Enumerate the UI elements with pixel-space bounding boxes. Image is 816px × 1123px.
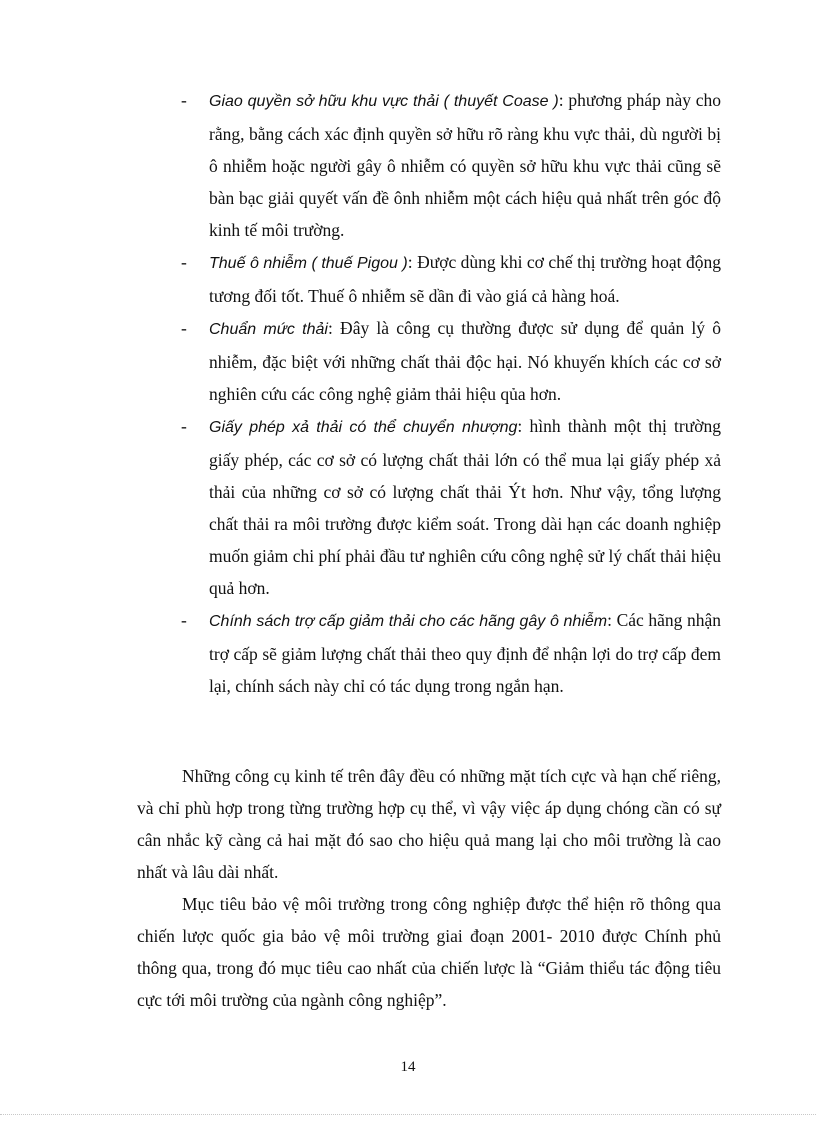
bullet-term: Giấy phép xả thải có thể chuyển nhượng bbox=[209, 419, 518, 436]
bullet-dash: - bbox=[181, 252, 187, 272]
bullet-term: Chính sách trợ cấp giảm thải cho các hãng gây ô nhiễm bbox=[209, 613, 608, 630]
page-number: 14 bbox=[400, 1059, 416, 1075]
list-item bbox=[181, 410, 721, 604]
body-paragraph: Mục tiêu bảo vệ môi trường trong công nghiệp được thể hiện rõ thông qua chiến lược quốc gia bảo vệ môi trường giai đoạn 2001- 2010 được Chính phủ thông qua, trong đó mục tiêu cao nhất của chiến lược là “Giảm thiểu tác động tiêu cực tới môi trường của ngành công nghiệp”. bbox=[137, 894, 721, 1010]
bullet-term: Giao quyền sở hữu khu vực thải ( thuyết Coase ) bbox=[209, 93, 559, 110]
list-item bbox=[181, 604, 721, 702]
bullet-dash: - bbox=[181, 90, 187, 110]
page-bottom-divider bbox=[0, 1114, 816, 1115]
list-item bbox=[181, 84, 721, 246]
bullet-dash: - bbox=[181, 318, 187, 338]
bullet-dash: - bbox=[181, 610, 187, 630]
bullet-term: Thuế ô nhiễm ( thuế Pigou ) bbox=[209, 255, 408, 272]
bullet-body: : Được dùng khi cơ chế thị trường hoạt động tương đối tốt. Thuế ô nhiễm sẽ dần đi vào giá cả hàng hoá. bbox=[209, 252, 721, 306]
bullet-body: : phương pháp này cho rằng, bằng cách xác định quyền sở hữu rõ ràng khu vực thải, dù người bị ô nhiễm hoặc người gây ô nhiễm có quyền sở hữu khu vực thải cũng sẽ bàn bạc giải quyết vấn đề ônh nhiễm một cách hiệu quả nhất trên góc độ kinh tế môi trường. bbox=[209, 90, 722, 240]
bullet-body: : Đây là công cụ thường được sử dụng để quản lý ô nhiễm, đặc biệt với những chất thải độc hại. Nó khuyến khích các cơ sở nghiên cứu các công nghệ giảm thải hiệu qủa hơn. bbox=[209, 318, 721, 404]
bullet-dash: - bbox=[181, 416, 187, 436]
bullet-body: : Các hãng nhận trợ cấp sẽ giảm lượng chất thải theo quy định để nhận lợi do trợ cấp đem lại, chính sách này chỉ có tác dụng trong ngắn hạn. bbox=[209, 610, 722, 696]
bullet-term: Chuẩn mức thải bbox=[209, 321, 328, 338]
economic-instruments-list bbox=[181, 84, 721, 702]
bullet-body: : hình thành một thị trường giấy phép, các cơ sở có lượng chất thải lớn có thể mua lại giấy phép xả thải của những cơ sở có lượng chất thải Ýt hơn. Như vậy, tổng lượng chất thải ra môi trường được kiểm soát. Trong dài hạn các doanh nghiệp muốn giảm chi phí phải đầu tư nghiên cứu công nghệ sử lý chất thải hiệu quả hơn. bbox=[209, 416, 721, 598]
body-paragraph: Những công cụ kinh tế trên đây đều có những mặt tích cực và hạn chế riêng, và chỉ phù hợp trong từng trường hợp cụ thể, vì vậy việc áp dụng chóng cần có sự cân nhắc kỹ càng cả hai mặt đó sao cho hiệu quả mang lại cho môi trường là cao nhất và lâu dài nhất. bbox=[137, 766, 721, 882]
list-item bbox=[181, 246, 721, 312]
list-item bbox=[181, 312, 721, 410]
